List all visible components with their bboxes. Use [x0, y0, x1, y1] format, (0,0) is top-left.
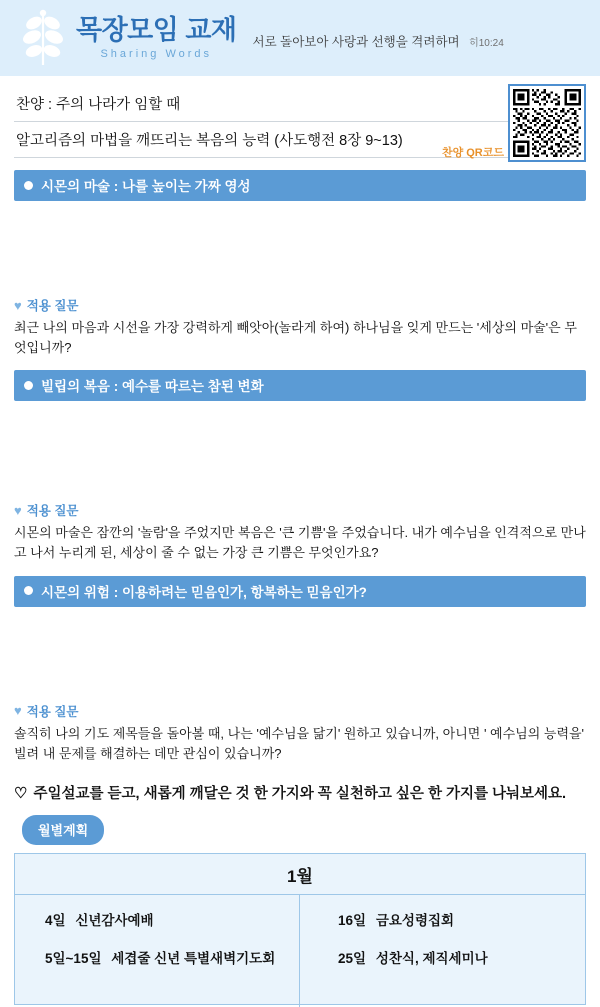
section-bar-3-label: 시몬의 위험 : 이용하려는 믿음인가, 항복하는 믿음인가? — [41, 584, 367, 600]
closing-text: 주일설교를 듣고, 새롭게 깨달은 것 한 가지와 꼭 실천하고 싶은 한 가지를 나눠보세요. — [33, 785, 567, 802]
heart-icon: ♥ — [14, 703, 22, 719]
header-verse-reference: 히10:24 — [469, 38, 504, 49]
top-info-section — [0, 76, 600, 158]
plan-item — [300, 909, 585, 929]
apply-question-header-2 — [14, 501, 586, 519]
heart-outline-icon: ♡ — [14, 784, 28, 802]
monthly-plan-tag: 월별계획 — [22, 815, 104, 845]
qr-code-icon[interactable] — [508, 84, 586, 162]
plan-item — [15, 909, 299, 929]
monthly-plan-month: 1월 — [15, 854, 585, 895]
leaf-branch-icon — [14, 7, 72, 69]
apply-question-label-1: 적용 질문 — [26, 299, 79, 313]
monthly-plan-box — [14, 853, 586, 1005]
plan-item-day: 16일 — [338, 912, 367, 928]
praise-line: 찬양 : 주의 나라가 임할 때 — [14, 86, 586, 122]
bullet-dot-icon — [24, 381, 33, 390]
apply-question-text-2: 시몬의 마술은 잠깐의 '놀람'을 주었지만 복음은 '큰 기쁨'을 주었습니다. 내가 예수님을 인격적으로 만나고 나서 누리게 된, 세상이 줄 수 없는 가장 큰 기쁨은 무엇인가요? — [14, 525, 586, 561]
note-space-2[interactable] — [0, 401, 600, 501]
section-bar-1 — [14, 170, 586, 201]
plan-item-day: 4일 — [45, 912, 66, 928]
monthly-plan-right-column — [300, 895, 585, 1007]
note-space-1[interactable] — [0, 201, 600, 296]
plan-item-text: 성찬식, 제직세미나 — [375, 950, 488, 966]
apply-question-header-1 — [14, 296, 586, 314]
section-bar-2-label: 빌립의 복음 : 예수를 따르는 참된 변화 — [41, 379, 264, 395]
apply-question-label-3: 적용 질문 — [26, 704, 79, 719]
section-bar-2 — [14, 370, 586, 401]
plan-item — [15, 947, 299, 967]
header-verse — [253, 26, 504, 50]
sermon-title-line: 알고리즘의 마법을 깨뜨리는 복음의 능력 (사도행전 8장 9~13) — [14, 122, 586, 158]
bullet-dot-icon — [24, 586, 33, 595]
bullet-dot-icon — [24, 181, 33, 190]
plan-item-text: 금요성령집회 — [375, 912, 455, 928]
plan-item-text: 세겹줄 신년 특별새벽기도회 — [111, 950, 276, 966]
apply-question-text-1: 최근 나의 마음과 시선을 가장 강력하게 빼앗아(놀라게 하여) 하나님을 잊게 만드는 '세상의 마술'은 무엇입니까? — [14, 320, 577, 356]
heart-icon: ♥ — [14, 502, 22, 518]
note-space-3[interactable] — [0, 607, 600, 702]
qr-caption: 찬양 QR코드 — [441, 147, 504, 159]
apply-question-text-3: 솔직히 나의 기도 제목들을 돌아볼 때, 나는 '예수님을 닮기' 원하고 있습니까, 아니면 ' 예수님의 능력을' 빌려 내 문제를 해결하는 데만 관심이 있습니까? — [14, 725, 585, 761]
page-header — [0, 0, 600, 76]
closing-line — [14, 782, 586, 803]
monthly-plan-left-column — [15, 895, 300, 1007]
section-bar-1-label: 시몬의 마술 : 나를 높이는 가짜 영성 — [41, 179, 251, 194]
page-subtitle: Sharing Words — [100, 47, 213, 60]
header-title-block — [76, 16, 237, 59]
plan-item-day: 25일 — [338, 950, 367, 966]
plan-item — [300, 947, 585, 967]
page-title: 목장모임 교재 — [76, 15, 237, 46]
plan-item-day: 5일~15일 — [45, 950, 102, 966]
header-verse-text: 서로 돌아보아 사랑과 선행을 격려하며 — [252, 35, 460, 49]
section-bar-3 — [14, 576, 586, 607]
apply-question-header-3 — [14, 702, 586, 720]
heart-icon: ♥ — [14, 297, 22, 313]
monthly-plan-columns — [15, 895, 585, 1007]
apply-question-label-2: 적용 질문 — [26, 504, 79, 519]
plan-item-text: 신년감사예배 — [75, 912, 154, 928]
